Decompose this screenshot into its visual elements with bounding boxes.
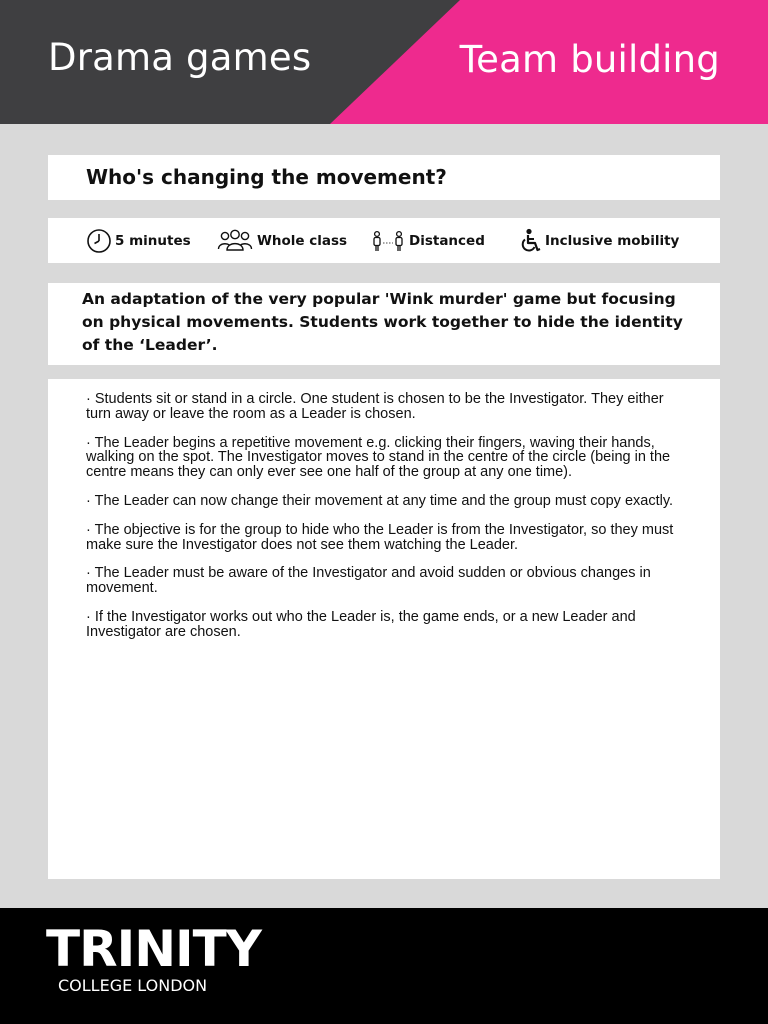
game-title: Who's changing the movement?	[86, 165, 447, 189]
instruction-step: · The Leader can now change their movement at any time and the group must copy exactly.	[86, 492, 674, 509]
footer	[0, 908, 768, 1024]
instruction-step: · If the Investigator works out who the Leader is, the game ends, or a new Leader and Investigator are chosen.	[86, 608, 636, 640]
meta-accessibility-label: Inclusive mobility	[545, 232, 680, 249]
instruction-step: · The Leader must be aware of the Investigator and avoid sudden or obvious changes in movement.	[86, 565, 651, 597]
game-title-panel	[48, 155, 720, 200]
brand-subtitle: COLLEGE LONDON	[58, 976, 208, 995]
instruction-step: · The objective is for the group to hide who the Leader is from the Investigator, so they must make sure the Investigator does not see them watching the Leader.	[86, 521, 674, 553]
summary-panel	[48, 283, 720, 365]
meta-distancing	[370, 218, 485, 263]
meta-accessibility	[520, 218, 679, 263]
instruction-step: · The Leader begins a repetitive movement e.g. clicking their fingers, waving their hands, walking on the spot. The Investigator moves to stand in the centre of the circle (being in the centre means they can only ever see one half of the group at any one time).	[86, 434, 671, 481]
theme-title: Team building	[459, 38, 720, 81]
meta-group-size	[216, 218, 347, 263]
meta-distancing-label: Distanced	[409, 232, 485, 249]
header-banner	[0, 0, 768, 124]
game-summary: An adaptation of the very popular 'Wink murder' game but focusing on physical movements. Students work together to hide the identity of the ‘Leader’.	[82, 290, 683, 354]
instructions-panel	[48, 379, 720, 879]
instruction-step: · Students sit or stand in a circle. One student is chosen to be the Investigator. They either turn away or leave the room as a Leader is chosen.	[86, 391, 664, 422]
clock-icon	[86, 228, 112, 254]
brand-logo: TRINITY	[46, 920, 261, 978]
group-icon	[216, 228, 254, 254]
meta-duration-label: 5 minutes	[115, 232, 191, 249]
category-title: Drama games	[48, 36, 312, 79]
game-meta-panel	[48, 218, 720, 263]
wheelchair-icon	[520, 228, 542, 254]
meta-duration	[86, 218, 191, 263]
instruction-list	[86, 392, 686, 654]
meta-group-size-label: Whole class	[257, 232, 348, 249]
distanced-people-icon	[370, 228, 406, 254]
